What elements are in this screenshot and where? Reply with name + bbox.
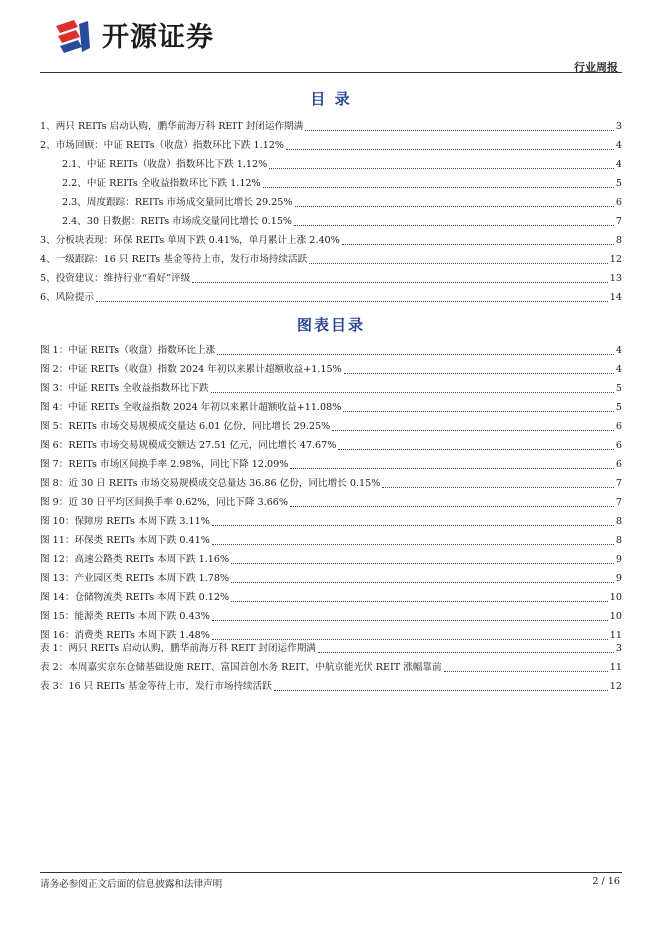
- table-entry[interactable]: [40, 674, 622, 693]
- entry-number: 图 3：: [40, 383, 69, 394]
- entry-number: 图 1：: [40, 345, 69, 356]
- company-name: 开源证券: [102, 22, 214, 53]
- entry-title: REITs 市场交易规模成交额达 27.51 亿元，同比增长 47.67%: [68, 440, 337, 451]
- figure-entry[interactable]: [40, 528, 622, 547]
- entry-title: 风险提示: [55, 292, 95, 303]
- company-logo: [52, 18, 214, 58]
- entry-number: 6、: [40, 292, 56, 303]
- entry-page-number: 9: [615, 554, 622, 565]
- entry-page-number: 12: [609, 254, 622, 265]
- entry-leader-dots: [294, 225, 614, 226]
- toc-entry[interactable]: [40, 247, 622, 266]
- entry-leader-dots: [332, 430, 614, 431]
- entry-title: 近 30 日平均区间换手率 0.62%，同比下降 3.66%: [68, 497, 289, 508]
- entry-leader-dots: [290, 506, 614, 507]
- entry-number: 1、: [40, 121, 56, 132]
- entry-page-number: 10: [609, 592, 622, 603]
- entry-page-number: 6: [615, 197, 622, 208]
- entry-leader-dots: [382, 487, 614, 488]
- entry-leader-dots: [269, 168, 614, 169]
- entry-page-number: 5: [615, 402, 622, 413]
- table-list: [40, 636, 622, 693]
- entry-title: 中证 REITs 全收益指数环比下跌 1.12%: [86, 178, 261, 189]
- entry-page-number: 11: [609, 630, 622, 641]
- entry-leader-dots: [338, 449, 614, 450]
- figure-list: [40, 338, 622, 642]
- entry-number: 4、: [40, 254, 56, 265]
- header-divider: [40, 72, 622, 73]
- page-indicator: 2 / 16: [592, 876, 620, 887]
- table-entry[interactable]: [40, 655, 622, 674]
- entry-leader-dots: [212, 620, 608, 621]
- entry-number: 表 1：: [40, 643, 69, 654]
- entry-number: 图 9：: [40, 497, 69, 508]
- entry-title: REITs 市场区间换手率 2.98%，同比下降 12.09%: [68, 459, 289, 470]
- entry-title: 仓储物流类 REITs 本周下跌 0.12%: [74, 592, 230, 603]
- entry-page-number: 9: [615, 573, 622, 584]
- entry-title: REITs 市场交易规模成交量达 6.01 亿份，同比增长 29.25%: [68, 421, 331, 432]
- entry-title: 两只 REITs 启动认购，鹏华前海万科 REIT 封闭运作期满: [68, 643, 316, 654]
- entry-title: 分板块表现：环保 REITs 单周下跌 0.41%，单月累计上涨 2.40%: [55, 235, 340, 246]
- entry-number: 2.3、: [62, 197, 87, 208]
- footer-disclaimer: 请务必参阅正文后面的信息披露和法律声明: [40, 879, 223, 890]
- entry-page-number: 8: [615, 235, 622, 246]
- entry-title: 中证 REITs（收盘）指数环比上涨: [68, 345, 216, 356]
- entry-leader-dots: [344, 373, 614, 374]
- entry-title: 保障房 REITs 本周下跌 3.11%: [74, 516, 210, 527]
- entry-leader-dots: [290, 468, 614, 469]
- entry-title: 市场回顾：中证 REITs（收盘）指数环比下跌 1.12%: [55, 140, 285, 151]
- entry-page-number: 14: [609, 292, 622, 303]
- entry-number: 图 10：: [40, 516, 75, 527]
- entry-number: 图 4：: [40, 402, 69, 413]
- entry-leader-dots: [318, 652, 614, 653]
- entry-page-number: 3: [615, 121, 622, 132]
- entry-leader-dots: [231, 601, 608, 602]
- entry-page-number: 7: [615, 497, 622, 508]
- entry-leader-dots: [96, 301, 608, 302]
- entry-title: 消费类 REITs 本周下跌 1.48%: [74, 630, 210, 641]
- figure-entry[interactable]: [40, 338, 622, 357]
- entry-leader-dots: [212, 544, 614, 545]
- entry-leader-dots: [305, 130, 614, 131]
- entry-title: 投资建议：维持行业“看好”评级: [55, 273, 191, 284]
- toc-list: [40, 114, 622, 304]
- figure-entry[interactable]: [40, 604, 622, 623]
- figure-entry[interactable]: [40, 395, 622, 414]
- figure-entry[interactable]: [40, 509, 622, 528]
- entry-leader-dots: [231, 582, 614, 583]
- toc-entry[interactable]: [40, 285, 622, 304]
- entry-number: 图 12：: [40, 554, 75, 565]
- entry-leader-dots: [192, 282, 608, 283]
- figure-entry[interactable]: [40, 452, 622, 471]
- entry-page-number: 13: [609, 273, 622, 284]
- footer-divider: [40, 872, 622, 873]
- entry-number: 图 14：: [40, 592, 75, 603]
- entry-number: 图 11：: [40, 535, 75, 546]
- figure-entry[interactable]: [40, 490, 622, 509]
- entry-number: 图 2：: [40, 364, 69, 375]
- report-type: 行业周报: [574, 61, 618, 74]
- entry-number: 图 6：: [40, 440, 69, 451]
- entry-page-number: 4: [615, 140, 622, 151]
- entry-title: 16 只 REITs 基金等待上市，发行市场持续活跃: [68, 681, 272, 692]
- toc-entry[interactable]: [40, 266, 622, 285]
- toc-entry[interactable]: [40, 171, 622, 190]
- entry-title: 两只 REITs 启动认购，鹏华前海万科 REIT 封闭运作期满: [55, 121, 304, 132]
- toc-entry[interactable]: [40, 228, 622, 247]
- entry-title: 中证 REITs（收盘）指数环比下跌 1.12%: [86, 159, 268, 170]
- entry-number: 2.1、: [62, 159, 87, 170]
- entry-leader-dots: [343, 411, 614, 412]
- entry-number: 表 2：: [40, 662, 69, 673]
- entry-page-number: 3: [615, 643, 622, 654]
- entry-page-number: 7: [615, 478, 622, 489]
- entry-title: 本周嘉实京东仓储基础设施 REIT、富国首创水务 REIT、中航京能光伏 REIT 涨幅靠前: [68, 662, 442, 673]
- toc-title: 目 录: [310, 90, 352, 108]
- toc-entry[interactable]: [40, 133, 622, 152]
- entry-page-number: 4: [615, 159, 622, 170]
- figure-entry[interactable]: [40, 357, 622, 376]
- entry-title: 高速公路类 REITs 本周下跌 1.16%: [74, 554, 230, 565]
- entry-number: 图 13：: [40, 573, 75, 584]
- entry-page-number: 4: [615, 364, 622, 375]
- entry-number: 表 3：: [40, 681, 69, 692]
- entry-leader-dots: [212, 525, 614, 526]
- entry-page-number: 12: [609, 681, 622, 692]
- entry-number: 2.2、: [62, 178, 87, 189]
- entry-leader-dots: [263, 187, 614, 188]
- entry-number: 图 5：: [40, 421, 69, 432]
- entry-leader-dots: [342, 244, 614, 245]
- figure-entry[interactable]: [40, 433, 622, 452]
- figure-entry[interactable]: [40, 547, 622, 566]
- entry-leader-dots: [231, 563, 614, 564]
- entry-leader-dots: [274, 690, 608, 691]
- figure-entry[interactable]: [40, 376, 622, 395]
- entry-page-number: 6: [615, 440, 622, 451]
- entry-number: 图 16：: [40, 630, 75, 641]
- figure-entry[interactable]: [40, 566, 622, 585]
- entry-leader-dots: [217, 354, 614, 355]
- entry-number: 图 7：: [40, 459, 69, 470]
- entry-leader-dots: [211, 392, 614, 393]
- entry-page-number: 6: [615, 421, 622, 432]
- figure-list-title: 图表目录: [296, 316, 365, 334]
- toc-entry[interactable]: [40, 152, 622, 171]
- company-logo-icon: [52, 18, 96, 58]
- toc-entry[interactable]: [40, 209, 622, 228]
- entry-title: 环保类 REITs 本周下跌 0.41%: [74, 535, 210, 546]
- entry-page-number: 11: [609, 662, 622, 673]
- figure-entry[interactable]: [40, 471, 622, 490]
- figure-entry[interactable]: [40, 585, 622, 604]
- entry-title: 一级跟踪：16 只 REITs 基金等待上市，发行市场持续活跃: [55, 254, 308, 265]
- entry-number: 图 15：: [40, 611, 75, 622]
- entry-leader-dots: [309, 263, 608, 264]
- entry-number: 2、: [40, 140, 56, 151]
- entry-page-number: 7: [615, 216, 622, 227]
- entry-title: 能源类 REITs 本周下跌 0.43%: [74, 611, 210, 622]
- entry-title: 30 日数据：REITs 市场成交量同比增长 0.15%: [86, 216, 293, 227]
- entry-title: 中证 REITs 全收益指数 2024 年初以来累计超额收益+11.08%: [68, 402, 342, 413]
- entry-number: 5、: [40, 273, 56, 284]
- table-entry[interactable]: [40, 636, 622, 655]
- entry-title: 产业园区类 REITs 本周下跌 1.78%: [74, 573, 230, 584]
- entry-title: 近 30 日 REITs 市场交易规模成交总量达 36.86 亿份，同比增长 0.15%: [68, 478, 381, 489]
- entry-number: 3、: [40, 235, 56, 246]
- toc-entry[interactable]: [40, 190, 622, 209]
- figure-entry[interactable]: [40, 414, 622, 433]
- entry-number: 2.4、: [62, 216, 87, 227]
- entry-page-number: 5: [615, 178, 622, 189]
- entry-title: 中证 REITs 全收益指数环比下跌: [68, 383, 209, 394]
- entry-leader-dots: [295, 206, 614, 207]
- entry-page-number: 8: [615, 516, 622, 527]
- entry-page-number: 6: [615, 459, 622, 470]
- entry-number: 图 8：: [40, 478, 69, 489]
- entry-title: 周度跟踪：REITs 市场成交量同比增长 29.25%: [86, 197, 293, 208]
- entry-leader-dots: [286, 149, 614, 150]
- entry-page-number: 8: [615, 535, 622, 546]
- toc-entry[interactable]: [40, 114, 622, 133]
- entry-title: 中证 REITs（收盘）指数 2024 年初以来累计超额收益+1.15%: [68, 364, 342, 375]
- entry-page-number: 5: [615, 383, 622, 394]
- entry-page-number: 4: [615, 345, 622, 356]
- entry-leader-dots: [444, 671, 608, 672]
- entry-page-number: 10: [609, 611, 622, 622]
